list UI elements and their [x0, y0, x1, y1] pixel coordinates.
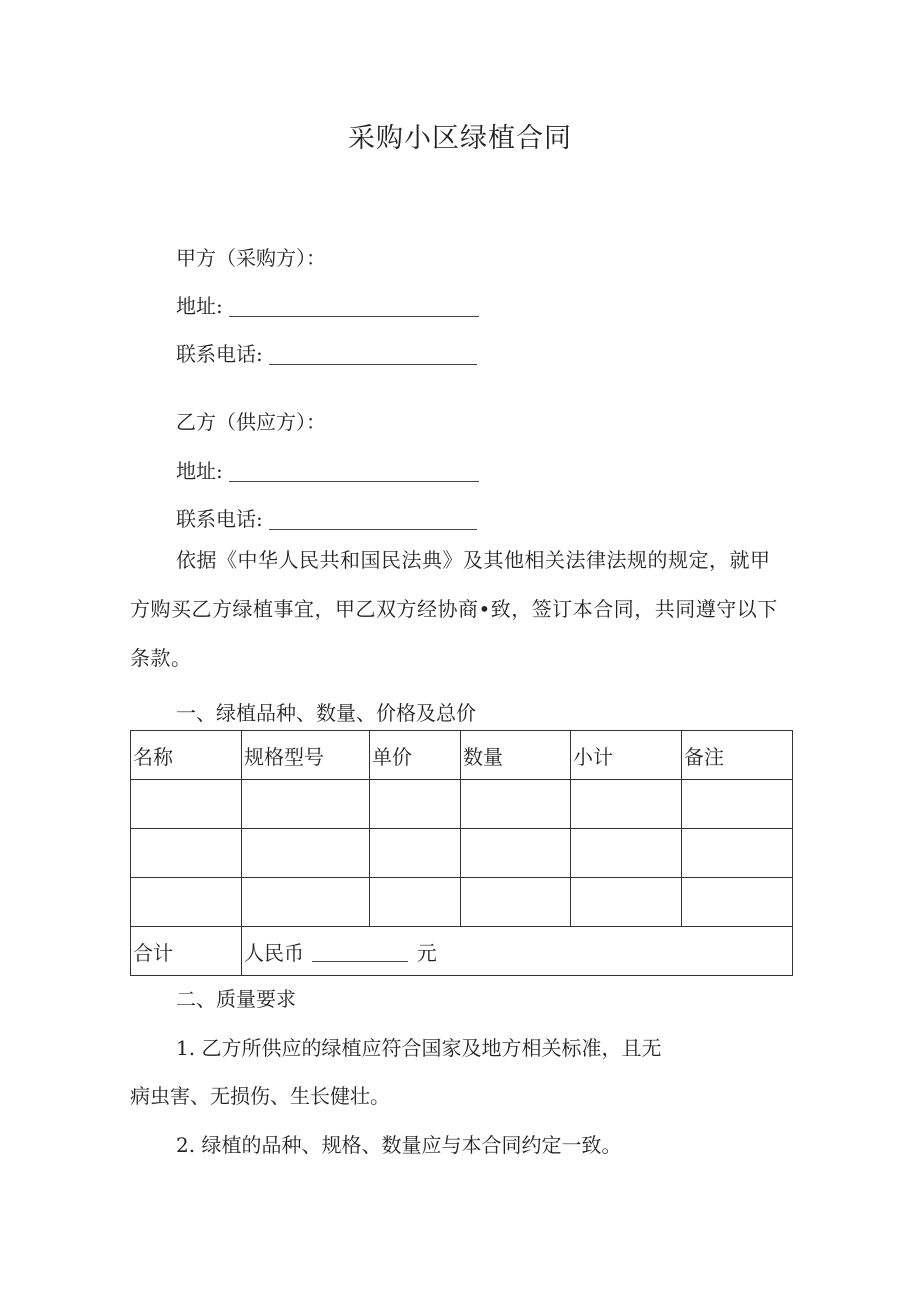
- table-header-row: [131, 731, 793, 780]
- table-cell[interactable]: [682, 780, 793, 829]
- table-row: [131, 878, 793, 927]
- currency-prefix: 人民币: [244, 940, 304, 965]
- table-cell[interactable]: [242, 829, 370, 878]
- table-cell[interactable]: [571, 780, 682, 829]
- party-b-phone: [176, 503, 477, 532]
- total-label-cell: 合计: [131, 927, 242, 976]
- header-cell-remarks: 备注: [682, 731, 793, 780]
- table-cell[interactable]: [571, 829, 682, 878]
- party-a-phone-label: 联系电话:: [176, 342, 263, 366]
- table-cell[interactable]: [242, 780, 370, 829]
- table-cell[interactable]: [242, 878, 370, 927]
- party-a-address: [176, 290, 479, 319]
- header-cell-spec: 规格型号: [242, 731, 370, 780]
- currency-suffix: 元: [416, 940, 437, 965]
- party-b-address-label: 地址:: [176, 459, 223, 483]
- table-cell[interactable]: [131, 878, 242, 927]
- table-cell[interactable]: [461, 829, 571, 878]
- table-cell[interactable]: [571, 878, 682, 927]
- section2-item1-line2: 病虫害、无损伤、生长健壮。: [130, 1084, 390, 1108]
- section2-item2: 2. 绿植的品种、规格、数量应与本合同约定一致。: [176, 1133, 622, 1157]
- page-title: 采购小区绿植合同: [348, 123, 572, 154]
- table-cell[interactable]: [370, 780, 461, 829]
- table-cell[interactable]: [682, 829, 793, 878]
- header-cell-quantity: 数量: [461, 731, 571, 780]
- party-b-phone-field[interactable]: [269, 509, 477, 530]
- party-b-heading: 乙方（供应方）：: [176, 410, 326, 434]
- party-a-phone: [176, 338, 477, 367]
- table-cell[interactable]: [682, 878, 793, 927]
- total-amount-field[interactable]: [312, 943, 408, 962]
- header-cell-unit-price: 单价: [370, 731, 461, 780]
- section2-item1-line1: 1. 乙方所供应的绿植应符合国家及地方相关标准，且无: [176, 1036, 662, 1060]
- table-total-row: [131, 927, 793, 976]
- table-cell[interactable]: [461, 780, 571, 829]
- preamble-paragraph: 依据《中华人民共和国民法典》及其他相关法律法规的规定，就甲方购买乙方绿植事宜，甲乙双方经协商•致，签订本合同，共同遵守以下条款。: [130, 548, 778, 670]
- table-cell[interactable]: [370, 878, 461, 927]
- party-a-heading: 甲方（采购方）：: [176, 246, 326, 270]
- table-row: [131, 829, 793, 878]
- total-amount-cell: [242, 927, 793, 976]
- party-b-address: [176, 455, 479, 484]
- section2-heading: 二、质量要求: [176, 987, 296, 1011]
- party-a-address-label: 地址:: [176, 294, 223, 318]
- header-cell-name: 名称: [131, 731, 242, 780]
- table-cell[interactable]: [131, 829, 242, 878]
- table-cell[interactable]: [370, 829, 461, 878]
- table-cell[interactable]: [461, 878, 571, 927]
- party-b-phone-label: 联系电话:: [176, 507, 263, 531]
- header-cell-subtotal: 小计: [571, 731, 682, 780]
- items-table: [130, 730, 793, 976]
- table-cell[interactable]: [131, 780, 242, 829]
- party-a-phone-field[interactable]: [269, 344, 477, 365]
- party-b-address-field[interactable]: [229, 461, 479, 482]
- party-a-address-field[interactable]: [229, 296, 479, 317]
- section1-heading: 一、绿植品种、数量、价格及总价: [176, 701, 476, 725]
- table-row: [131, 780, 793, 829]
